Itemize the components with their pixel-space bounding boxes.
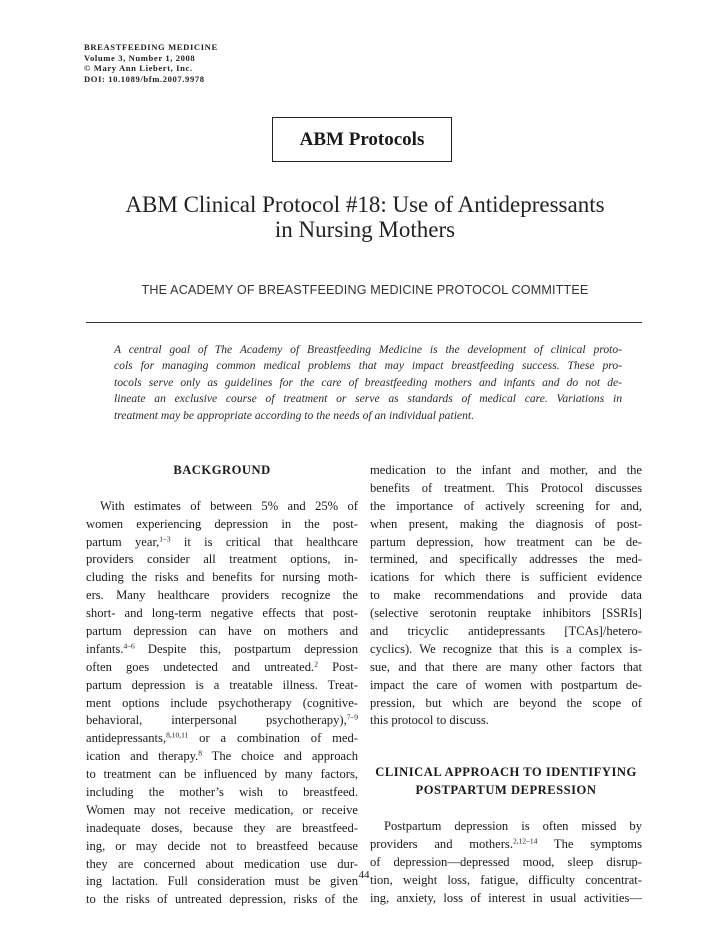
spacer — [86, 480, 358, 498]
abstract-line: tocols serve only as guidelines for the care of breastfeeding mothers and infants and do not de- — [114, 375, 622, 389]
body-line — [86, 712, 358, 730]
clinical-approach-heading-line-2: POSTPARTUM DEPRESSION — [415, 783, 597, 798]
right-column — [370, 462, 642, 907]
authors: THE ACADEMY OF BREASTFEEDING MEDICINE PROTOCOL COMMITTEE — [141, 283, 589, 297]
body-line: With estimates of between 5% and 25% of — [100, 498, 358, 513]
body-line: ing, or may decide not to breastfeed because — [86, 838, 358, 853]
journal-doi: DOI: 10.1089/bfm.2007.9978 — [84, 73, 205, 84]
body-line: partum depression can have on mothers and — [86, 624, 358, 639]
body-line: sue, and that there are many other factors that — [370, 659, 642, 674]
citation: 7–9 — [346, 712, 358, 722]
abstract — [114, 342, 622, 424]
text-span: The choice and approach — [202, 749, 358, 764]
text-span: partum year, — [86, 534, 160, 549]
body-line: termined, and specifically addresses the med- — [370, 552, 642, 567]
title-line-2: in Nursing Mothers — [274, 217, 456, 242]
body-line: ing lactation. Full consideration must be given — [86, 874, 358, 889]
body-line: ment options include psychotherapy (cognitive- — [86, 695, 358, 710]
body-line: cluding the risks and benefits for nursing moth- — [86, 570, 358, 585]
body-line: of depression—depressed mood, sleep disrup- — [370, 854, 642, 869]
citation: 2,12–14 — [512, 836, 538, 846]
abstract-line: A central goal of The Academy of Breastfeeding Medicine is the development of clinical proto- — [114, 343, 622, 356]
text-span: often goes undetected and untreated. — [86, 659, 315, 674]
body-line: cyclics). We recognize that this is a complex is- — [370, 641, 642, 656]
citation: 8 — [198, 748, 203, 758]
body-line: benefits of treatment. This Protocol discusses — [370, 480, 642, 495]
body-line: Women may not receive medication, or receive — [86, 802, 358, 817]
body-line — [86, 748, 358, 766]
text-span: The symptoms — [537, 836, 642, 851]
citation: 2 — [314, 659, 318, 669]
body-line: tion, weight loss, fatigue, difficulty concentrat- — [370, 872, 642, 887]
body-line: pression, but which are beyond the scope of — [370, 695, 642, 710]
abstract-line: cols for managing common medical problems that may impact breastfeeding success. These pro- — [114, 359, 622, 373]
body-line: this protocol to discuss. — [370, 713, 489, 728]
journal-volume: Volume 3, Number 1, 2008 — [84, 52, 196, 63]
journal-header — [84, 42, 218, 84]
body-line: to the risks of untreated depression, risks of the — [86, 892, 358, 907]
body-line: when present, making the diagnosis of post- — [370, 516, 642, 531]
body-line — [86, 659, 358, 677]
text-span: ication and therapy. — [86, 749, 199, 764]
article-title — [60, 192, 670, 242]
text-span: antidepressants, — [86, 731, 167, 746]
abstract-line: lineate an exclusive course of treatment or serve as standards of medical care. Variations in — [114, 392, 622, 406]
body-line: to treatment can be influenced by many factors, — [86, 767, 358, 782]
body-line: and tricyclic antidepressants [TCAs]/hetero- — [370, 624, 642, 639]
body-line: ers. Many healthcare providers recognize the — [86, 588, 358, 603]
background-heading: BACKGROUND — [173, 463, 271, 477]
body-line: short- and long-term negative effects that post- — [86, 606, 358, 621]
body-line: women experiencing depression in the post- — [86, 516, 358, 531]
body-line: ications for which there is sufficient evidence — [370, 570, 642, 585]
journal-name: BREASTFEEDING MEDICINE — [84, 42, 218, 52]
body-line: (selective serotonin reuptake inhibitors [SSRIs] — [370, 606, 642, 621]
body-line — [86, 641, 358, 659]
body-line: Postpartum depression is often missed by — [384, 819, 642, 834]
spacer — [370, 730, 642, 764]
spacer — [370, 800, 642, 818]
body-line — [86, 534, 358, 552]
page-number: 44 — [358, 869, 370, 881]
left-column — [86, 462, 358, 909]
body-line: ing, anxiety, loss of interest in usual activities— — [370, 890, 642, 905]
text-span: behavioral, interpersonal psychotherapy), — [86, 713, 347, 728]
body-line — [86, 730, 358, 748]
body-line: the importance of actively screening for and, — [370, 498, 642, 513]
citation: 8,10,11 — [166, 730, 189, 740]
body-line: including the mother’s wish to breastfeed. — [86, 785, 358, 800]
body-line: partum depression, how treatment can be de- — [370, 534, 642, 549]
body-line: partum depression is a treatable illness. Treat- — [86, 677, 358, 692]
text-span: Post- — [317, 659, 358, 674]
text-span: Despite this, postpartum depression — [134, 641, 358, 656]
title-line-1: ABM Clinical Protocol #18: Use of Antidepressants — [125, 192, 605, 217]
text-span: infants. — [86, 641, 124, 656]
text-span: or a combination of med- — [188, 731, 358, 746]
body-line: medication to the infant and mother, and the — [370, 463, 642, 477]
body-line: inadequate doses, because they are breastfeed- — [86, 820, 358, 835]
citation: 4–6 — [123, 641, 135, 651]
citation: 1–3 — [159, 534, 171, 544]
clinical-approach-heading-line-1: CLINICAL APPROACH TO IDENTIFYING — [375, 765, 637, 780]
body-line: providers consider all treatment options, in- — [86, 552, 358, 567]
body-line: to make recommendations and provide data — [370, 588, 642, 603]
section-label: ABM Protocols — [272, 117, 452, 162]
body-line: impact the care of women with postpartum de- — [370, 677, 642, 692]
text-span: it is critical that healthcare — [170, 534, 359, 549]
journal-copyright: © Mary Ann Liebert, Inc. — [84, 63, 193, 74]
body-line: they are concerned about medication use dur- — [86, 856, 358, 871]
header-divider — [86, 322, 642, 323]
abstract-line: treatment may be appropriate according to the needs of an individual patient. — [114, 408, 474, 422]
text-span: providers and mothers. — [370, 836, 513, 851]
body-line — [370, 836, 642, 854]
